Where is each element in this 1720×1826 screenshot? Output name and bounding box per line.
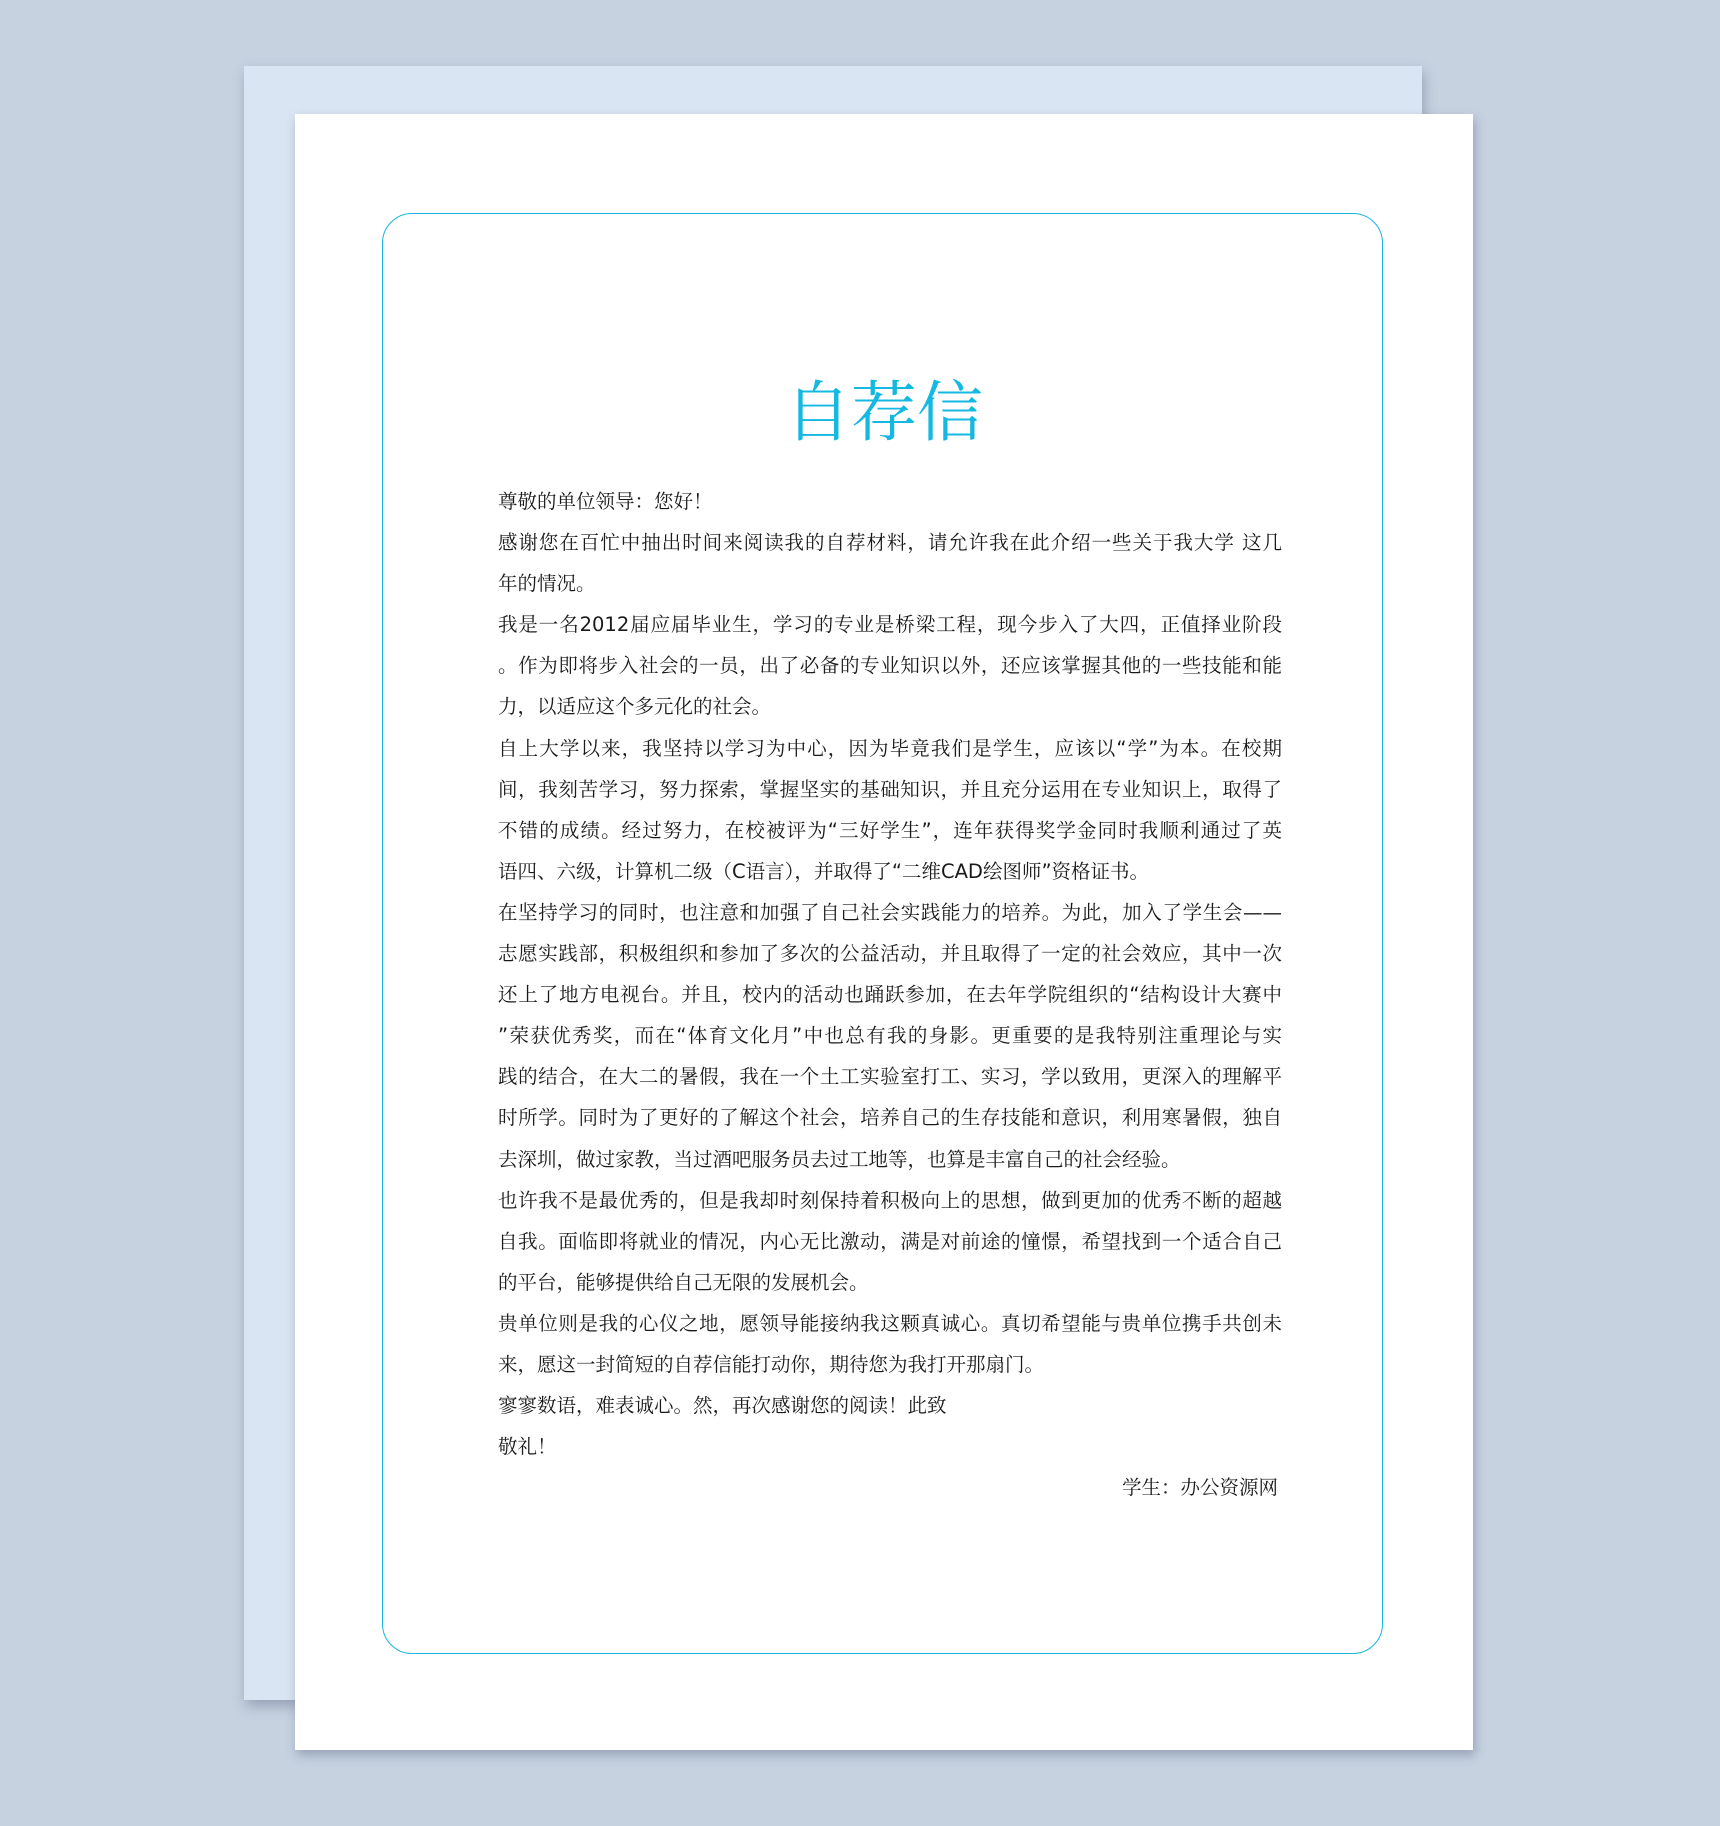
body-line: 践的结合，在大二的暑假，我在一个土工实验室打工、实习，学以致用，更深入的理解平	[498, 1065, 1282, 1089]
body-line: 语四、六级，计算机二级（C语言），并取得了“二维CAD绘图师”资格证书。	[498, 859, 1150, 883]
body-line: 的平台，能够提供给自己无限的发展机会。	[498, 1270, 869, 1294]
signature: 学生：办公资源网	[1121, 1476, 1278, 1500]
body-line: 在坚持学习的同时，也注意和加强了自己社会实践能力的培养。为此，加入了学生会——	[498, 900, 1282, 924]
page-title: 自荐信	[785, 374, 983, 452]
body-line: 间，我刻苦学习，努力探索，掌握坚实的基础知识，并且充分运用在专业知识上，取得了	[498, 777, 1282, 801]
body-line: 贵单位则是我的心仪之地，愿领导能接纳我这颗真诚心。真切希望能与贵单位携手共创未	[498, 1311, 1282, 1335]
body-line: 也许我不是最优秀的，但是我却时刻保持着积极向上的思想，做到更加的优秀不断的超越	[498, 1188, 1282, 1212]
body-line: 自我。面临即将就业的情况，内心无比激动，满是对前途的憧憬，希望找到一个适合自己	[498, 1229, 1282, 1253]
body-line: 还上了地方电视台。并且，校内的活动也踊跃参加，在去年学院组织的“结构设计大赛中	[498, 983, 1282, 1007]
letter-body	[498, 481, 1282, 1508]
regards-line: 敬礼！	[498, 1435, 557, 1459]
body-line: 时所学。同时为了更好的了解这个社会，培养自己的生存技能和意识，利用寒暑假，独自	[498, 1106, 1282, 1130]
closing-line: 寥寥数语，难表诚心。然，再次感谢您的阅读！此致	[498, 1394, 947, 1418]
body-line: 来，愿这一封简短的自荐信能打动你，期待您为我打开那扇门。	[498, 1352, 1045, 1376]
body-line: 力，以适应这个多元化的社会。	[498, 695, 772, 719]
body-line: 自上大学以来，我坚持以学习为中心，因为毕竟我们是学生，应该以“学”为本。在校期	[498, 736, 1282, 760]
body-line: 志愿实践部，积极组织和参加了多次的公益活动，并且取得了一定的社会效应，其中一次	[498, 942, 1282, 966]
body-line: 。作为即将步入社会的一员，出了必备的专业知识以外，还应该掌握其他的一些技能和能	[498, 654, 1282, 678]
body-line: 去深圳，做过家教，当过酒吧服务员去过工地等，也算是丰富自己的社会经验。	[498, 1147, 1181, 1171]
body-line: 年的情况。	[498, 572, 596, 596]
salutation-line: 尊敬的单位领导：您好！	[498, 490, 713, 513]
body-line: 感谢您在百忙中抽出时间来阅读我的自荐材料，请允许我在此介绍一些关于我大学 这几	[498, 531, 1282, 555]
body-line: 不错的成绩。经过努力，在校被评为“三好学生”，连年获得奖学金同时我顺利通过了英	[498, 818, 1282, 842]
body-line: 我是一名2012届应届毕业生，学习的专业是桥梁工程，现今步入了大四，正值择业阶段	[498, 613, 1282, 637]
body-line: ”荣获优秀奖，而在“体育文化月”中也总有我的身影。更重要的是我特别注重理论与实	[498, 1024, 1282, 1048]
letter-page	[295, 114, 1473, 1750]
